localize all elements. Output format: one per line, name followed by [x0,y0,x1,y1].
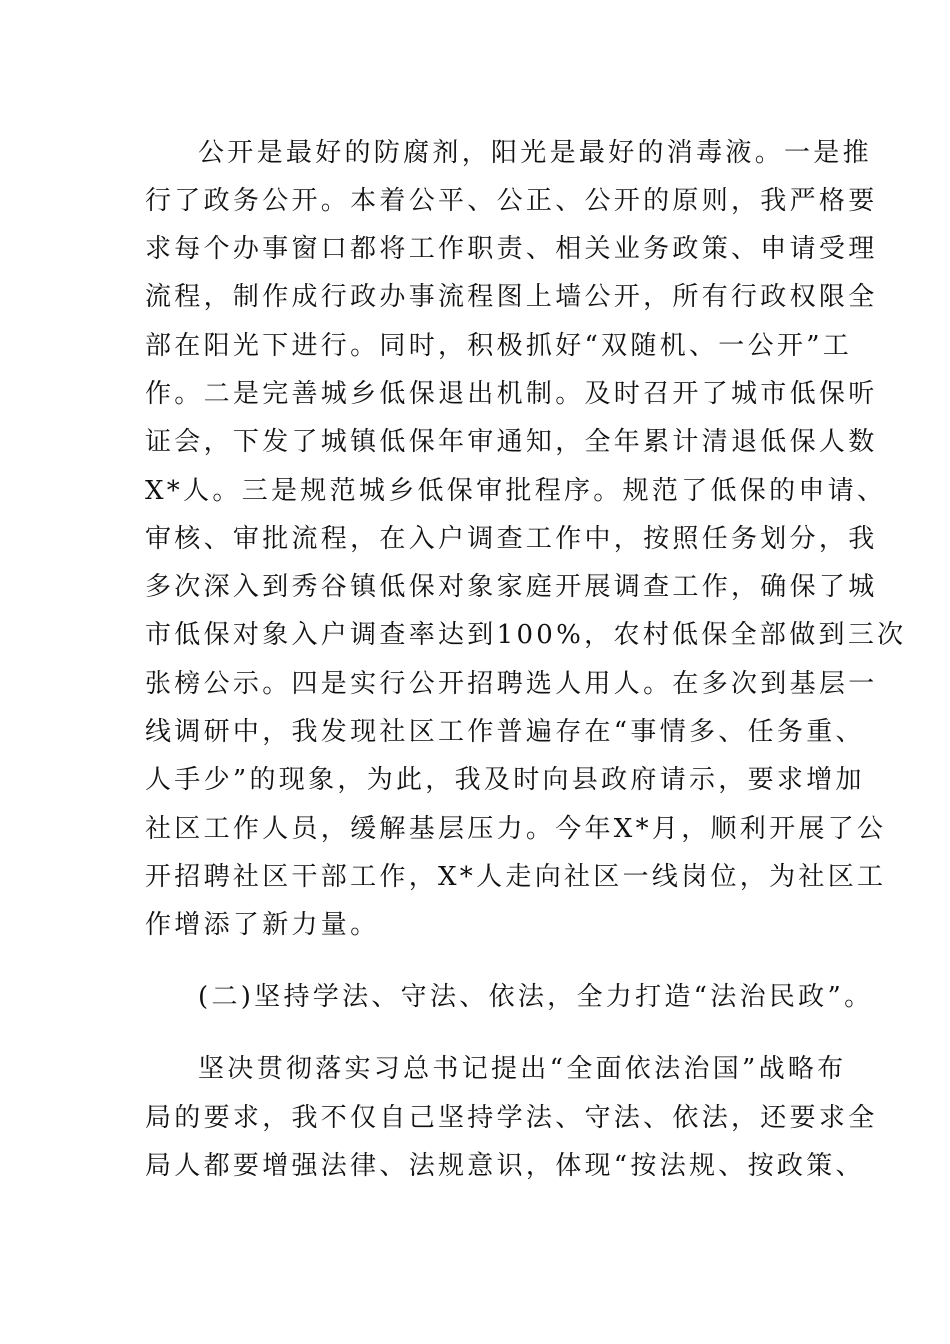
paragraph-1-line-16: 开招聘社区干部工作，X*人走向社区一线岗位，为社区工 [145,862,887,892]
paragraph-1-line-11: 市低保对象入户调查率达到100%，农村低保全部做到三次 [145,620,907,650]
paragraph-1-line-8: X*人。三是规范城乡低保审批程序。规范了低保的申请、 [145,476,887,506]
paragraph-1-line-1: 公开是最好的防腐剂，阳光是最好的消毒液。一是推 [198,138,872,168]
paragraph-1-line-14: 人手少”的现象，为此，我及时向县政府请示，要求增加 [145,765,865,795]
paragraph-2-line-3: 局人都要增强法律、法规意识，体现“按法规、按政策、 [145,1151,865,1181]
paragraph-1-line-5: 部在阳光下进行。同时，积极抓好“双随机、一公开”工 [145,331,853,361]
paragraph-2-line-2: 局的要求，我不仅自己坚持学法、守法、依法，还要求全 [145,1103,878,1133]
paragraph-1-line-10: 多次深入到秀谷镇低保对象家庭开展调查工作，确保了城 [145,572,878,602]
paragraph-1-line-12: 张榜公示。四是实行公开招聘选人用人。在多次到基层一 [145,669,878,699]
paragraph-1-line-13: 线调研中，我发现社区工作普遍存在“事情多、任务重、 [145,717,865,747]
paragraph-1-line-4: 流程，制作成行政办事流程图上墙公开，所有行政权限全 [145,282,878,312]
paragraph-1-line-6: 作。二是完善城乡低保退出机制。及时召开了城市低保听 [145,379,878,409]
section-heading: (二)坚持学法、守法、依法，全力打造“法治民政”。 [198,982,874,1012]
paragraph-2-line-1: 坚决贯彻落实习总书记提出“全面依法治国”战略布 [198,1054,847,1084]
paragraph-1-line-3: 求每个办事窗口都将工作职责、相关业务政策、申请受理 [145,234,878,264]
paragraph-1-line-9: 审核、审批流程，在入户调查工作中，按照任务划分，我 [145,524,878,554]
paragraph-1-line-7: 证会，下发了城镇低保年审通知，全年累计清退低保人数 [145,427,878,457]
paragraph-1-line-15: 社区工作人员，缓解基层压力。今年X*月，顺利开展了公 [145,814,887,844]
paragraph-1-line-17: 作增添了新力量。 [145,910,380,940]
paragraph-1-line-2: 行了政务公开。本着公平、公正、公开的原则，我严格要 [145,186,878,216]
